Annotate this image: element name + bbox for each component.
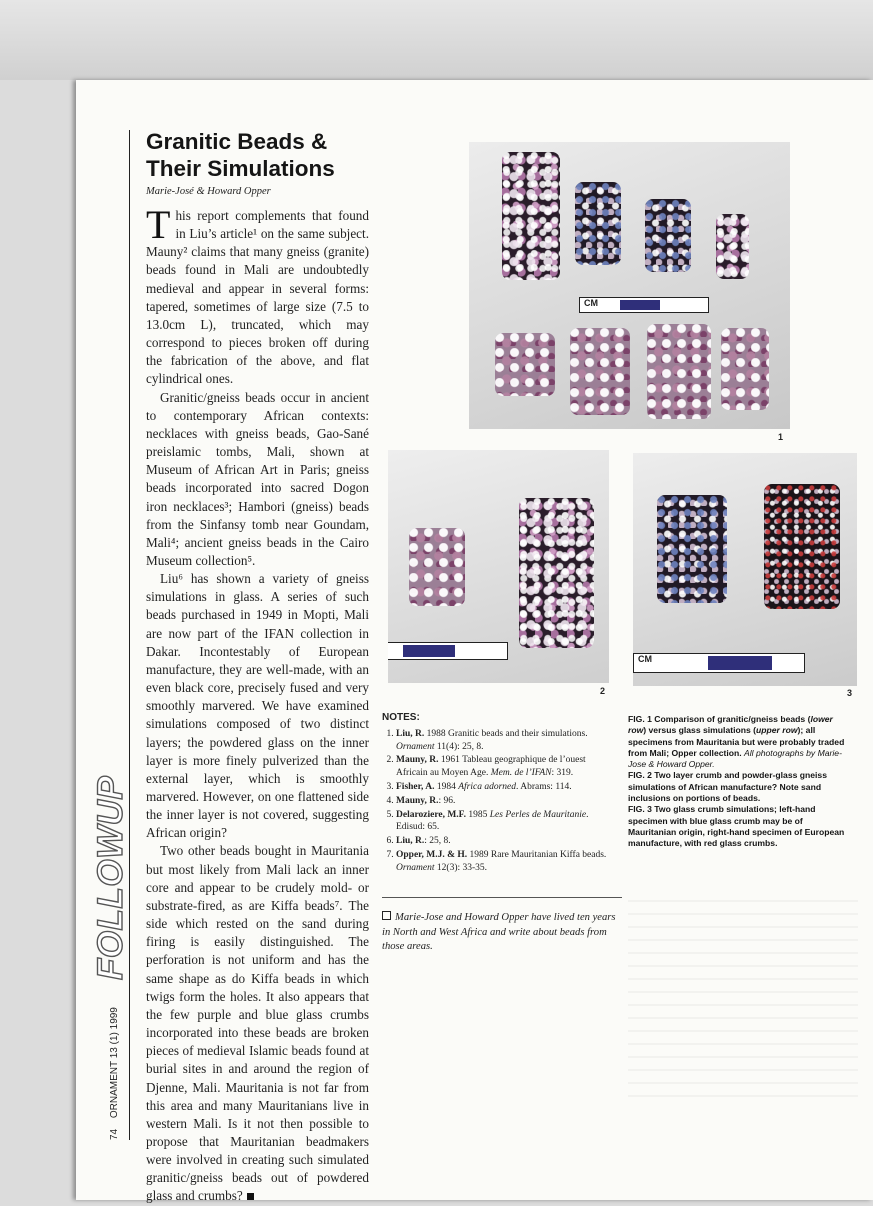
end-mark-icon — [247, 1193, 254, 1200]
scale-segment — [620, 300, 660, 310]
page-number: 74 — [109, 1128, 120, 1140]
bead-photo — [716, 214, 749, 279]
box-bullet-icon — [382, 911, 391, 920]
figure-2-photo — [388, 450, 609, 683]
scale-segment — [708, 656, 772, 670]
figure-2-number: 2 — [600, 686, 606, 696]
section-label: FOLLOWUP — [91, 775, 130, 980]
author-bio — [382, 911, 622, 955]
figure-3-number: 3 — [847, 688, 853, 698]
note-item: 4. Mauny, R.: 96. — [396, 795, 607, 808]
notes-divider — [382, 897, 622, 898]
article-body — [146, 202, 369, 1206]
bead-photo — [645, 199, 691, 272]
drop-cap: T — [146, 202, 171, 247]
caption-fig-3: FIG. 3 Two glass crumb simulations; left-hand specimen with blue glass crumb may be of Mauritanian origin, right-hand specimen of European manufacture, with red glass crumbs. — [628, 804, 845, 849]
photo-credit: All photographs by Marie-Jose & Howard Opper. — [628, 747, 842, 770]
paragraph-4-text: Two other beads bought in Mauritania but most likely from Mali lack an inner core and appear to be crudely mold- or substrate-fired, as are Kiffa beads⁷. The side which rested on the sand during firing is easily distinguished. The perforation is not uniform and has the same shape as do Kiffa beads in which twigs form the holes. It also appears that the few purple and blue glass crumbs incorporated into these beads are broken pieces of medieval Islamic beads found at burial sites in and around the region of Djenne, Mali. Mauritania is not far from this area and many Mauritanians live in western Mali. Is it not then possible to propose that Mauritanian beadmakers were involved in creating such simulated granitic/gneiss beads out of powdered glass and crumbs? — [146, 843, 369, 1204]
column-rule — [129, 130, 130, 1140]
bead-photo — [502, 152, 560, 280]
note-item: 3. Fisher, A. 1984 Africa adorned. Abrams: 114. — [396, 781, 607, 794]
note-item: 1. Liu, R. 1988 Granitic beads and their simulations. Ornament 11(4): 25, 8. — [396, 728, 607, 754]
note-item: 7. Opper, M.J. & H. 1989 Rare Mauritanian Kiffa beads. Ornament 12(3): 33-35. — [396, 849, 607, 875]
paragraph-3: Liu⁶ has shown a variety of gneiss simulations in glass. A series of such beads purchased in 1949 in Mopti, Mali are now part of the IFAN collection in Dakar. Incontestably of European manufacture, they are well-made, with an even black core, precisely fused and very smoothly marvered. We have examined simulations composed of two distinct layers; the powdered glass on the inner layer is more finely pulverized than the external layer, which is smoothly marvered. However, on one flattened side the inner layer is not covered, suggesting African origin? — [146, 571, 369, 841]
folio — [109, 1007, 120, 1140]
scale-bar — [633, 653, 805, 673]
caption-fig-1: FIG. 1 Comparison of granitic/gneiss beads (lower row) versus glass simulations (upper row); all specimens from Mauritania but were probably traded from Mali; Opper collection. All photographs by Marie-Jose & Howard Opper. — [628, 714, 845, 770]
magazine-issue: ORNAMENT 13 (1) 1999 — [109, 1007, 120, 1119]
scale-segment — [403, 645, 455, 657]
caption-fig-2: FIG. 2 Two layer crumb and powder-glass gneiss simulations of African manufacture? Note sand inclusions on portions of beads. — [628, 770, 827, 804]
figure-captions — [628, 714, 850, 850]
figure-1-photo — [469, 142, 790, 429]
figure-3-photo — [633, 453, 857, 686]
sidebar-tag — [91, 775, 130, 1140]
bead-photo — [764, 484, 840, 609]
paragraph-2: Granitic/gneiss beads occur in ancient to contemporary African contexts: necklaces with gneiss beads, Gao-Sané preislamic tombs, Mali, shown at Museum of African Art in Paris; gneiss beads incorporated into sacred Dogon iron necklaces³; Hambori (gneiss) beads from the Sinfansy tomb near Goundam, Mali⁴; ancient gneiss beads in the Cairo Museum collection⁵. — [146, 389, 369, 568]
notes-list — [382, 728, 607, 875]
bleed-through-area — [628, 900, 858, 1100]
title-line-2: Their Simulations — [146, 156, 335, 181]
scale-label: CM — [638, 654, 652, 664]
bead-photo — [647, 324, 711, 419]
byline: Marie-José & Howard Opper — [146, 186, 271, 197]
paragraph-1-text: his report complements that found in Liu’s article¹ on the same subject. Mauny² claims that many gneiss (granite) beads found in Mali are undoubtedly medieval and appear in several forms: tapered, sometimes of large size (7.5 to 13.0cm L), truncated, which may correspond to pieces broken off during the fabrication of the above, and flat cylindrical ones. — [146, 208, 369, 387]
note-item: 5. Delaroziere, M.F. 1985 Les Perles de Mauritanie. Edisud: 65. — [396, 809, 607, 835]
bead-photo — [657, 495, 727, 603]
scale-bar — [388, 642, 508, 660]
notes-section — [382, 712, 607, 876]
title-line-1: Granitic Beads & — [146, 129, 328, 154]
note-item: 2. Mauny, R. 1961 Tableau geographique de l’ouest Africain au Moyen Age. Mem. de l’IFAN: 319. — [396, 754, 607, 780]
figure-1-number: 1 — [778, 432, 784, 442]
article-title — [146, 128, 378, 182]
scale-label: CM — [584, 298, 598, 308]
bead-photo — [409, 528, 465, 606]
paragraph-1 — [146, 202, 369, 389]
note-item: 6. Liu, R.: 25, 8. — [396, 835, 607, 848]
paragraph-4 — [146, 842, 369, 1205]
bead-photo — [570, 328, 630, 415]
scale-bar — [579, 297, 709, 313]
notes-heading: NOTES: — [382, 712, 420, 723]
bead-photo — [495, 333, 555, 396]
author-bio-text: Marie-Jose and Howard Opper have lived ten years in North and West Africa and write about beads from those areas. — [382, 912, 616, 952]
bead-photo — [519, 498, 594, 648]
scan-background — [0, 0, 873, 80]
bead-photo — [721, 328, 769, 410]
bead-photo — [575, 182, 621, 265]
